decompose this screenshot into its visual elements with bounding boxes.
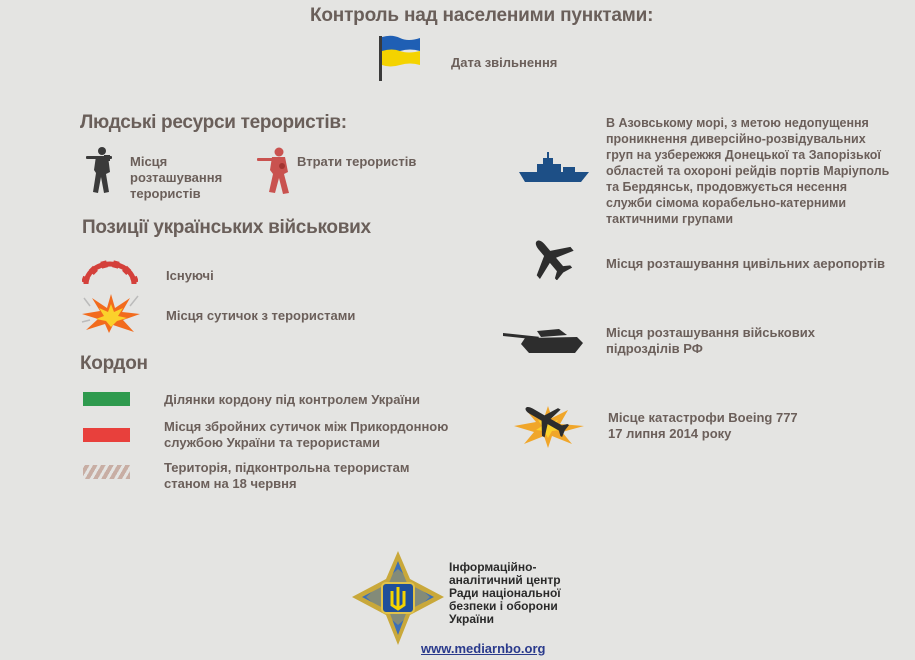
crash-icon bbox=[512, 392, 588, 454]
wounded-soldier-icon bbox=[257, 146, 295, 196]
flag-icon bbox=[378, 34, 422, 82]
boeing-crash-label: Місце катастрофи Boeing 777 17 липня 2014 року bbox=[608, 410, 798, 441]
armed-clashes-label: Місця збройних сутичок між Прикордонною службою України та терористами bbox=[164, 419, 449, 450]
tank-icon bbox=[503, 325, 583, 357]
emblem-icon bbox=[350, 549, 446, 647]
website-link[interactable]: www.mediarnbo.org bbox=[421, 641, 546, 656]
terrorist-territory-swatch bbox=[83, 465, 130, 479]
rf-units-label: Місця розташування військових підрозділів РФ bbox=[606, 325, 815, 356]
border-heading: Кордон bbox=[80, 353, 148, 374]
org-name: Інформаційно-аналітичний центр Ради національної безпеки і оборони України bbox=[449, 560, 561, 626]
existing-label: Існуючі bbox=[166, 268, 214, 283]
clashes-label: Місця сутичок з терористами bbox=[166, 308, 356, 323]
terrorist-territory-label: Територія, підконтрольна терористам станом на 18 червня bbox=[164, 460, 410, 491]
controlled-border-label: Ділянки кордону під контролем України bbox=[164, 392, 420, 407]
boat-icon bbox=[519, 152, 591, 184]
terrorists-losses-label: Втрати терористів bbox=[297, 154, 417, 169]
terrorists-heading: Людські ресурси терористів: bbox=[80, 112, 347, 133]
sea-groups-label: В Азовському морі, з метою недопущення проникнення диверсійно-розвідувальних груп на узбережжя Донецької та Запорізької областей та охороні рейдів портів Маріуполь та Бердянськ, продовжується несення служби сімома корабельно-катерними тактичними групами bbox=[606, 116, 890, 226]
page-title: Контроль над населеними пунктами: bbox=[310, 5, 654, 26]
armed-clashes-swatch bbox=[83, 428, 130, 442]
controlled-border-swatch bbox=[83, 392, 130, 406]
explosion-icon bbox=[80, 292, 142, 334]
soldier-icon bbox=[86, 146, 122, 196]
liberation-date-label: Дата звільнення bbox=[451, 55, 558, 70]
airports-label: Місця розташування цивільних аеропортів bbox=[606, 256, 886, 271]
terrorists-location-label: Місця розташування терористів bbox=[130, 154, 223, 201]
gear-icon bbox=[82, 260, 138, 286]
airplane-icon bbox=[527, 236, 575, 280]
ukrainian-heading: Позиції українських військових bbox=[82, 217, 371, 238]
